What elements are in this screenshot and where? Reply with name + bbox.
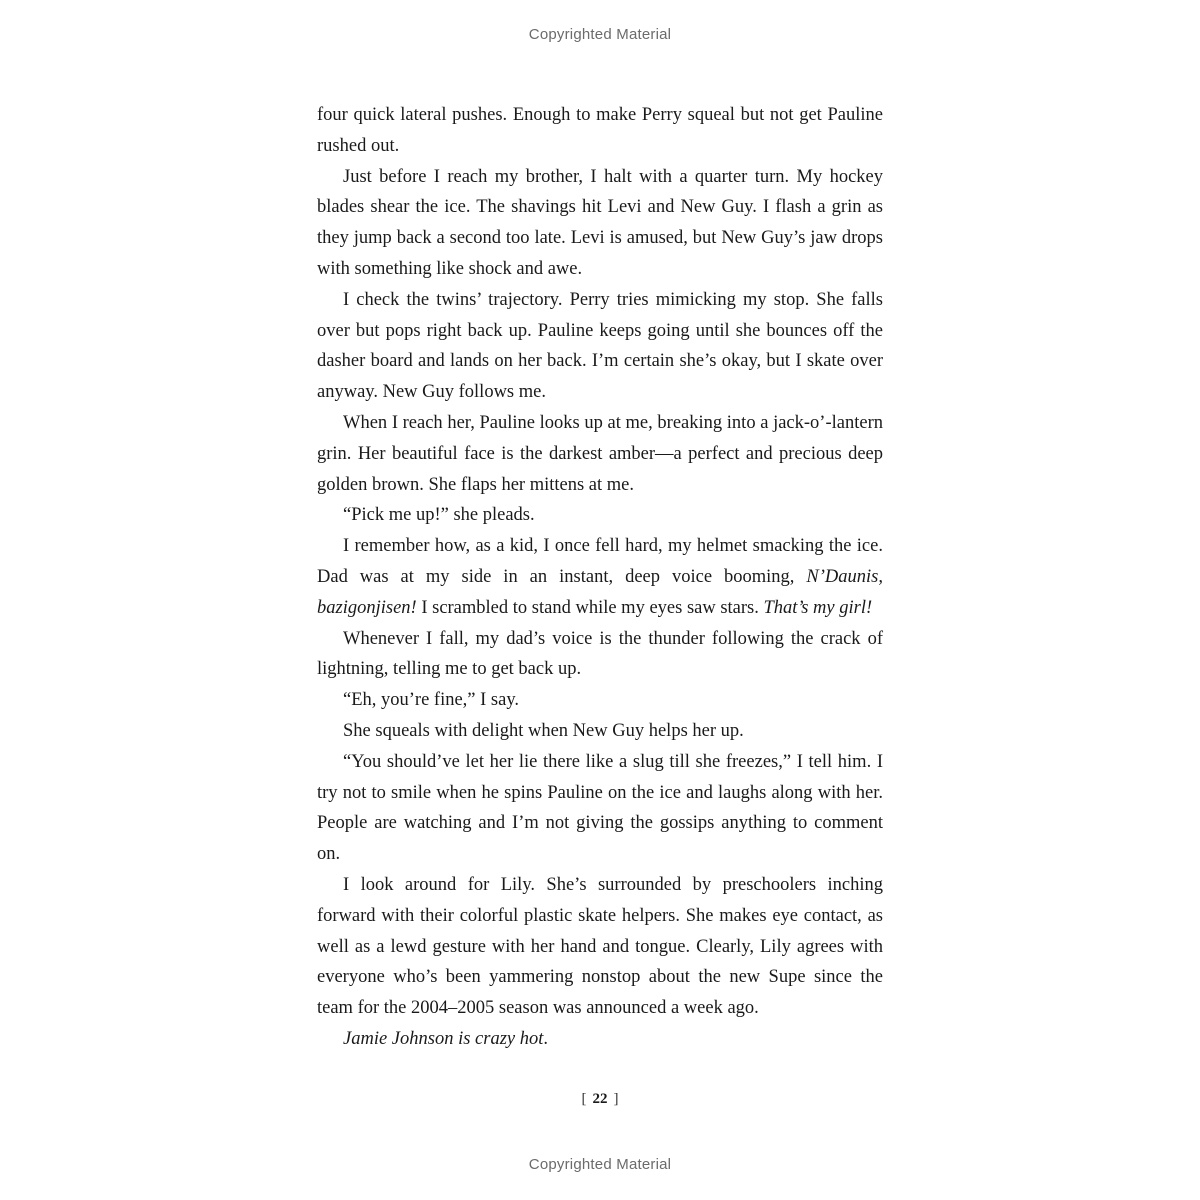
paragraph: [317, 285, 883, 408]
page-number: [0, 1091, 1200, 1108]
paragraph: [317, 100, 883, 162]
text-segment: I check the twins’ trajectory. Perry tries mimicking my stop. She falls over but pops right back up. Pauline keeps going until she bounces off the dasher board and lands on her back. I’m certain she’s okay, but I skate over anyway. New Guy follows me.: [317, 289, 883, 403]
italic-text: Jamie Johnson is crazy hot: [343, 1028, 544, 1049]
paragraph: [317, 162, 883, 285]
text-segment: I scrambled to stand while my eyes saw stars.: [416, 597, 764, 618]
page-number-bracket-open: [: [581, 1091, 587, 1107]
paragraph: [317, 685, 883, 716]
text-segment: .: [543, 1028, 549, 1049]
watermark-top: Copyrighted Material: [528, 26, 672, 43]
text-segment: I look around for Lily. She’s surrounded by preschoolers inching forward with their colorful plastic skate helpers. She makes eye contact, as well as a lewd gesture with her hand and tongue. Clearly, Lily agrees with everyone who’s been yammering nonstop about the new Supe since the team for the 2004–2005 season was announced a week ago.: [317, 874, 883, 1019]
italic-text: That’s my girl!: [763, 597, 873, 618]
text-segment: I remember how, as a kid, I once fell hard, my helmet smacking the ice. Dad was at my side in an instant, deep voice booming,: [317, 536, 883, 587]
text-segment: Whenever I fall, my dad’s voice is the thunder following the crack of lightning, telling me to get back up.: [317, 628, 883, 680]
page-body-text: [317, 100, 883, 1055]
paragraph: [317, 1024, 883, 1055]
text-segment: She squeals with delight when New Guy helps her up.: [343, 720, 744, 741]
paragraph: [317, 870, 883, 1024]
paragraph: [317, 716, 883, 747]
paragraph: [317, 500, 883, 531]
watermark-bottom: Copyrighted Material: [528, 1156, 672, 1173]
paragraph: [317, 624, 883, 686]
italic-text: N’Daunis, bazigonjisen!: [317, 566, 883, 618]
text-segment: When I reach her, Pauline looks up at me, breaking into a jack-o’-lantern grin. Her beautiful face is the darkest amber—a perfect and precious deep golden brown. She flaps her mittens at me.: [317, 412, 883, 495]
paragraph: [317, 531, 883, 623]
text-segment: “Pick me up!” she pleads.: [343, 505, 535, 526]
text-segment: Just before I reach my brother, I halt with a quarter turn. My hockey blades shear the ice. The shavings hit Levi and New Guy. I flash a grin as they jump back a second too late. Levi is amused, but New Guy’s jaw drops with something like shock and awe.: [317, 166, 883, 279]
text-segment: four quick lateral pushes. Enough to make Perry squeal but not get Pauline rushed out.: [317, 105, 883, 156]
page-number-value: 22: [592, 1091, 608, 1107]
text-segment: “You should’ve let her lie there like a slug till she freezes,” I tell him. I try not to smile when he spins Pauline on the ice and laughs along with her. People are watching and I’m not giving the gossips anything to comment on.: [317, 751, 883, 865]
page-number-bracket-close: ]: [613, 1091, 619, 1107]
paragraph: [317, 747, 883, 870]
paragraph: [317, 408, 883, 500]
text-segment: “Eh, you’re fine,” I say.: [343, 690, 520, 711]
